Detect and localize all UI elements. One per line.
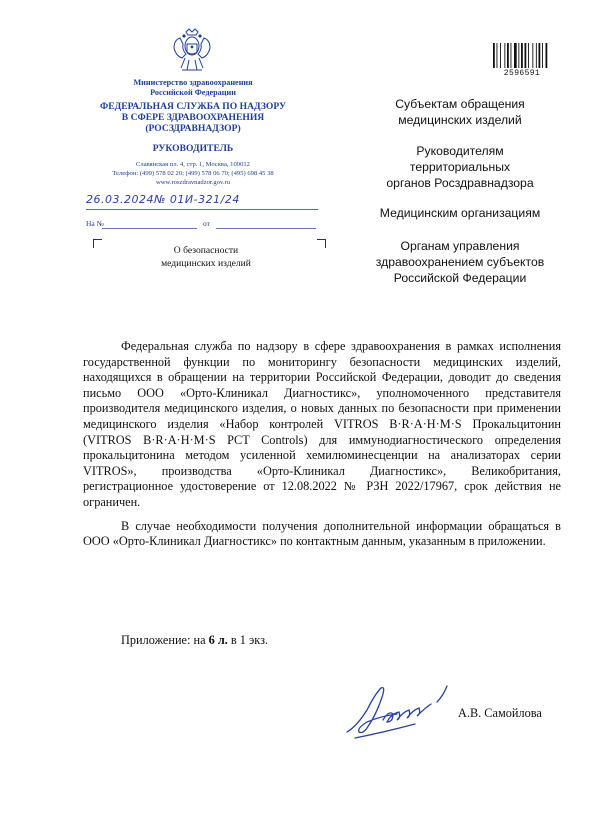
double-headed-eagle-icon xyxy=(172,26,212,74)
signatory-name: А.В. Самойлова xyxy=(458,706,542,720)
subject-bracket-right xyxy=(317,239,326,248)
appendix-note: Приложение: на 6 л. в 1 экз. xyxy=(121,633,269,647)
barcode xyxy=(493,43,549,68)
barcode-bar xyxy=(514,43,517,68)
letter-subject: О безопасности медицинских изделий xyxy=(161,245,251,269)
phone: Телефон: (499) 578 02 20; (499) 578 06 70; (495) 698 45 38 xyxy=(112,170,274,177)
barcode-number: 2596591 xyxy=(503,69,541,78)
barcode-bar xyxy=(500,43,501,68)
barcode-bar xyxy=(539,43,541,68)
body-paragraph-2: В случае необходимости получения дополнительной информации обращаться в ООО «Орто-Клиникал Диагностикс» по контактным данным, указанным в приложении. xyxy=(83,518,561,549)
on-number-blank xyxy=(102,228,197,229)
contact-block xyxy=(68,160,318,187)
barcode-bar xyxy=(493,43,495,68)
body-paragraph-1: Федеральная служба по надзору в сфере здравоохранения в рамках исполнения государственной функции по мониторингу безопасности медицинских изделий, находящихся в обращении на территории Российской Федерации, доводит до сведения письмо ООО «Орто-Клиникал Диагностикс», уполномоченного представителя производителя медицинского изделия, о новых данных по безопасности при применении медицинского изделия «Набор контролей VITROS B·R·A·H·M·S Прокальцитонин (VITROS B·R·A·H·M·S PCT Controls) для иммунодиагностического определения прокальцитонина методом усиленной хемилюминесценции на анализаторах серии VITROS», производства «Орто-Клиникал Диагностикс», Великобритания, регистрационное удостоверение от 12.08.2022 № РЗН 2022/17967, срок действия не ограничен. xyxy=(83,339,561,509)
address: Славянская пл. 4, стр. 1, Москва, 109012 xyxy=(136,161,250,168)
barcode-bar xyxy=(497,43,498,68)
recipient-3: Медицинским организациям xyxy=(379,206,541,220)
handwritten-signature-icon xyxy=(343,680,471,742)
barcode-bar xyxy=(521,43,523,68)
barcode-bar xyxy=(511,43,512,68)
on-number-label: На № xyxy=(86,219,104,228)
barcode-bar xyxy=(504,43,505,68)
barcode-bar xyxy=(528,43,529,68)
barcode-bar xyxy=(546,43,548,68)
from-date-label: от xyxy=(203,219,210,228)
head-title: РУКОВОДИТЕЛЬ xyxy=(152,143,234,154)
recipient-2: Руководителям территориальных органов Росздравнадзора xyxy=(386,144,534,190)
reference-line xyxy=(86,219,326,233)
recipient-1: Субъектам обращения медицинских изделий xyxy=(395,97,525,127)
barcode-bar xyxy=(507,43,509,68)
registration-line xyxy=(86,195,326,213)
service-name: ФЕДЕРАЛЬНАЯ СЛУЖБА ПО НАДЗОРУ В СФЕРЕ ЗДРАВООХРАНЕНИЯ (РОСЗДРАВНАДЗОР) xyxy=(99,101,287,134)
barcode-bar xyxy=(532,43,533,68)
barcode-bar xyxy=(525,43,527,68)
registration-number: 26.03.2024№ 01И-321/24 xyxy=(86,193,240,206)
ministry-name: Министерство здравоохранения Российской Федерации xyxy=(133,78,253,97)
barcode-bar xyxy=(542,43,543,68)
recipient-4: Органам управления здравоохранением субъектов Российской Федерации xyxy=(375,239,545,285)
letter-body xyxy=(83,339,561,558)
from-date-blank xyxy=(216,228,316,229)
registration-underline xyxy=(86,209,318,210)
website: www.roszdravnadzor.gov.ru xyxy=(155,179,231,186)
barcode-bar xyxy=(518,43,519,68)
barcode-bar xyxy=(536,43,537,68)
